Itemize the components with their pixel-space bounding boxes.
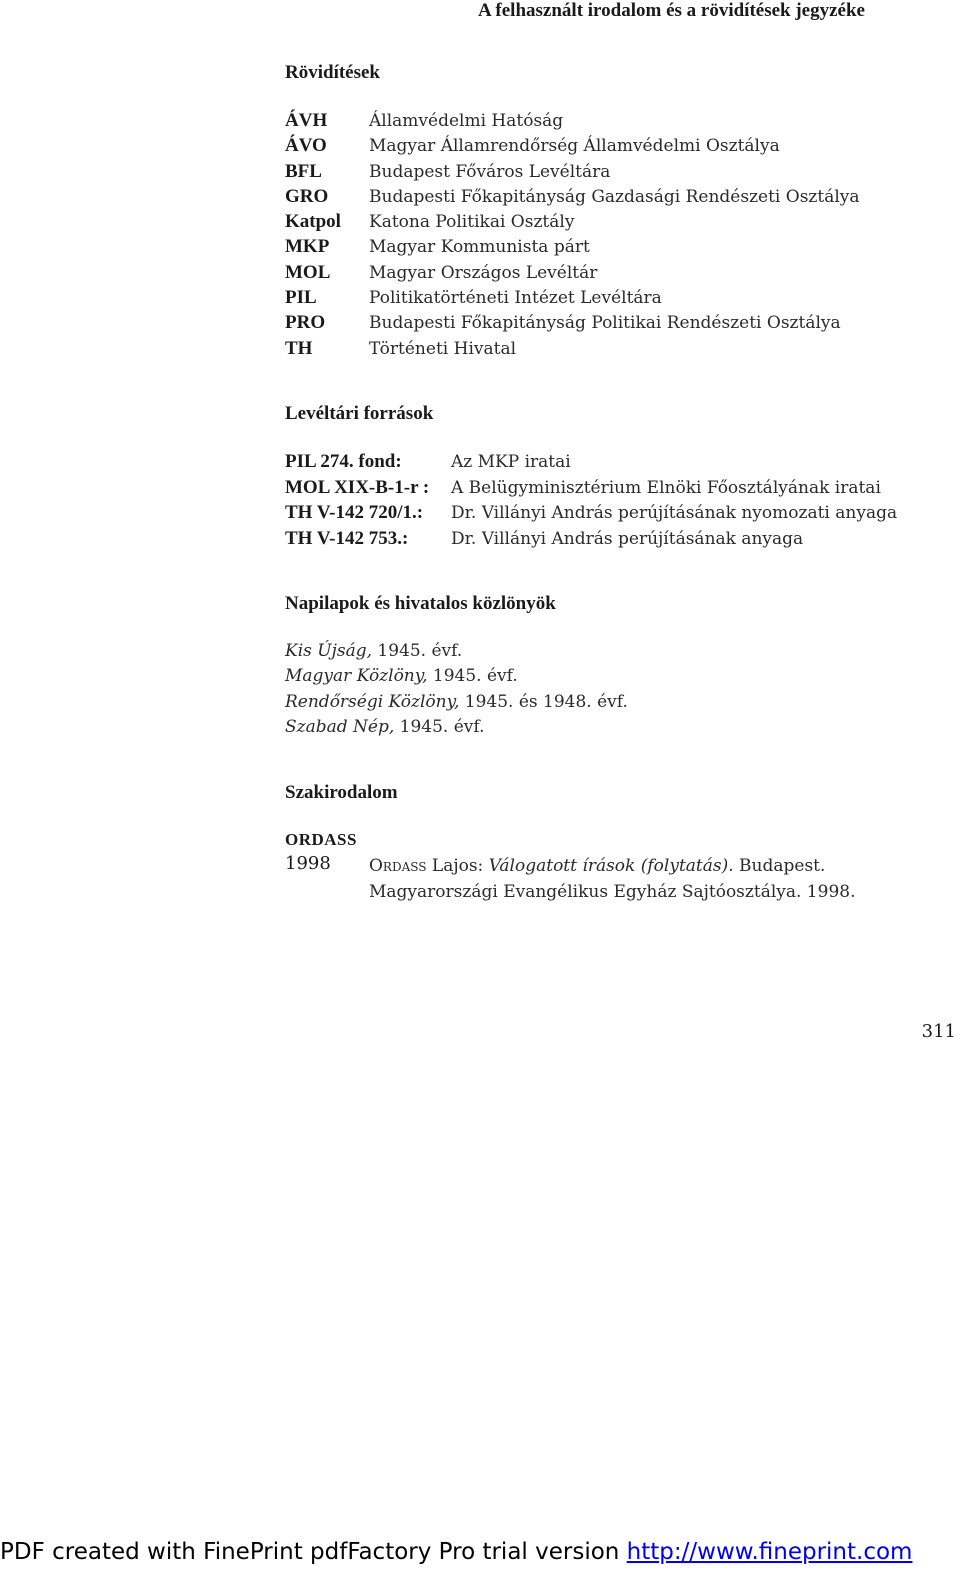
- newspaper-volume: 1945. és 1948. évf.: [459, 691, 628, 712]
- archival-source-row: [285, 477, 897, 503]
- abbreviation-row: [285, 211, 860, 236]
- abbreviation-meaning: Budapesti Főkapitányság Politikai Rendészeti Osztálya: [369, 313, 841, 334]
- abbreviation-meaning: Magyar Országos Levéltár: [369, 262, 598, 283]
- archival-source-reference: TH V-142 720/1.:: [285, 502, 424, 524]
- newspaper-volume: 1945. évf.: [427, 666, 518, 687]
- archival-source-description: Dr. Villányi András perújításának nyomozati anyaga: [451, 503, 898, 524]
- archival-source-reference: TH V-142 753.:: [285, 528, 409, 550]
- abbreviation-code: MKP: [285, 236, 330, 258]
- archival-source-description: Az MKP iratai: [451, 452, 571, 472]
- abbreviation-meaning: Történeti Hivatal: [369, 338, 517, 359]
- literature-author-heading: ORDASS: [285, 830, 357, 849]
- abbreviation-row: [285, 186, 860, 211]
- abbreviation-meaning: Katona Politikai Osztály: [369, 212, 575, 233]
- archival-source-description: A Belügyminisztérium Elnöki Főosztályának iratai: [451, 477, 881, 498]
- abbreviation-code: GRO: [285, 185, 329, 207]
- abbreviation-list: [285, 110, 860, 363]
- abbreviation-code: PIL: [285, 287, 317, 309]
- abbreviation-row: [285, 338, 860, 363]
- newspaper-row: [285, 641, 628, 666]
- literature-entry-author-rest: Lajos:: [426, 856, 489, 876]
- abbreviation-row: [285, 135, 860, 160]
- archival-source-reference: PIL 274. fond:: [285, 451, 402, 472]
- abbreviation-meaning: Politikatörténeti Intézet Levéltára: [369, 288, 662, 309]
- section-heading-archival-sources: Levéltári források: [285, 403, 434, 424]
- running-head: A felhasznált irodalom és a rövidítések jegyzéke: [478, 0, 865, 21]
- newspaper-title: Rendőrségi Közlöny,: [285, 691, 460, 712]
- newspaper-row: [285, 692, 628, 717]
- abbreviation-row: [285, 312, 860, 337]
- abbreviation-meaning: Magyar Kommunista párt: [369, 237, 590, 258]
- newspaper-row: [285, 666, 628, 691]
- newspaper-title: Magyar Közlöny,: [285, 666, 428, 687]
- archival-source-reference: MOL XIX-B-1-r :: [285, 476, 430, 498]
- abbreviation-row: [285, 236, 860, 261]
- newspaper-row: [285, 717, 628, 742]
- abbreviation-code: PRO: [285, 312, 326, 334]
- abbreviation-code: ÁVO: [285, 135, 327, 157]
- literature-entry-year: 1998: [285, 853, 331, 874]
- abbreviation-code: TH: [285, 337, 313, 359]
- archival-source-row: [285, 528, 897, 554]
- abbreviation-code: ÁVH: [285, 110, 328, 131]
- abbreviation-code: Katpol: [285, 211, 341, 233]
- section-heading-newspapers: Napilapok és hivatalos közlönyök: [285, 593, 556, 614]
- newspaper-volume: 1945. évf.: [394, 716, 485, 737]
- literature-entry-author: Ordass: [369, 856, 427, 876]
- literature-entry-publication: Budapest. Magyarországi Evangélikus Egyház Sajtóosztálya. 1998.: [369, 856, 856, 902]
- newspaper-title: Szabad Nép,: [285, 716, 395, 737]
- abbreviation-code: MOL: [285, 261, 331, 283]
- page-number: 311: [921, 1021, 956, 1042]
- abbreviation-row: [285, 287, 860, 312]
- footer-text: PDF created with FinePrint pdfFactory Pro trial version: [0, 1539, 627, 1565]
- footer-link[interactable]: http://www.fineprint.com: [626, 1539, 913, 1565]
- abbreviation-code: BFL: [285, 160, 322, 182]
- archival-source-description: Dr. Villányi András perújításának anyaga: [451, 529, 804, 550]
- abbreviation-row: [285, 110, 860, 135]
- abbreviation-row: [285, 262, 860, 287]
- newspaper-list: [285, 641, 628, 742]
- abbreviation-meaning: Magyar Államrendőrség Államvédelmi Osztálya: [369, 136, 780, 157]
- newspaper-volume: 1945. évf.: [372, 641, 463, 661]
- literature-entry-text: [369, 853, 957, 905]
- section-heading-abbreviations: Rövidítések: [285, 62, 380, 83]
- abbreviation-meaning: Államvédelmi Hatóság: [369, 111, 564, 131]
- pdf-footer: [0, 1537, 912, 1567]
- archival-source-row: [285, 502, 897, 528]
- archival-source-list: [285, 451, 897, 554]
- literature-entry-title: Válogatott írások (folytatás).: [488, 856, 734, 876]
- abbreviation-meaning: Budapest Főváros Levéltára: [369, 161, 611, 182]
- abbreviation-meaning: Budapesti Főkapitányság Gazdasági Rendészeti Osztálya: [369, 186, 860, 207]
- archival-source-row: [285, 451, 897, 477]
- newspaper-title: Kis Újság,: [285, 641, 373, 661]
- section-heading-literature: Szakirodalom: [285, 782, 398, 803]
- abbreviation-row: [285, 161, 860, 186]
